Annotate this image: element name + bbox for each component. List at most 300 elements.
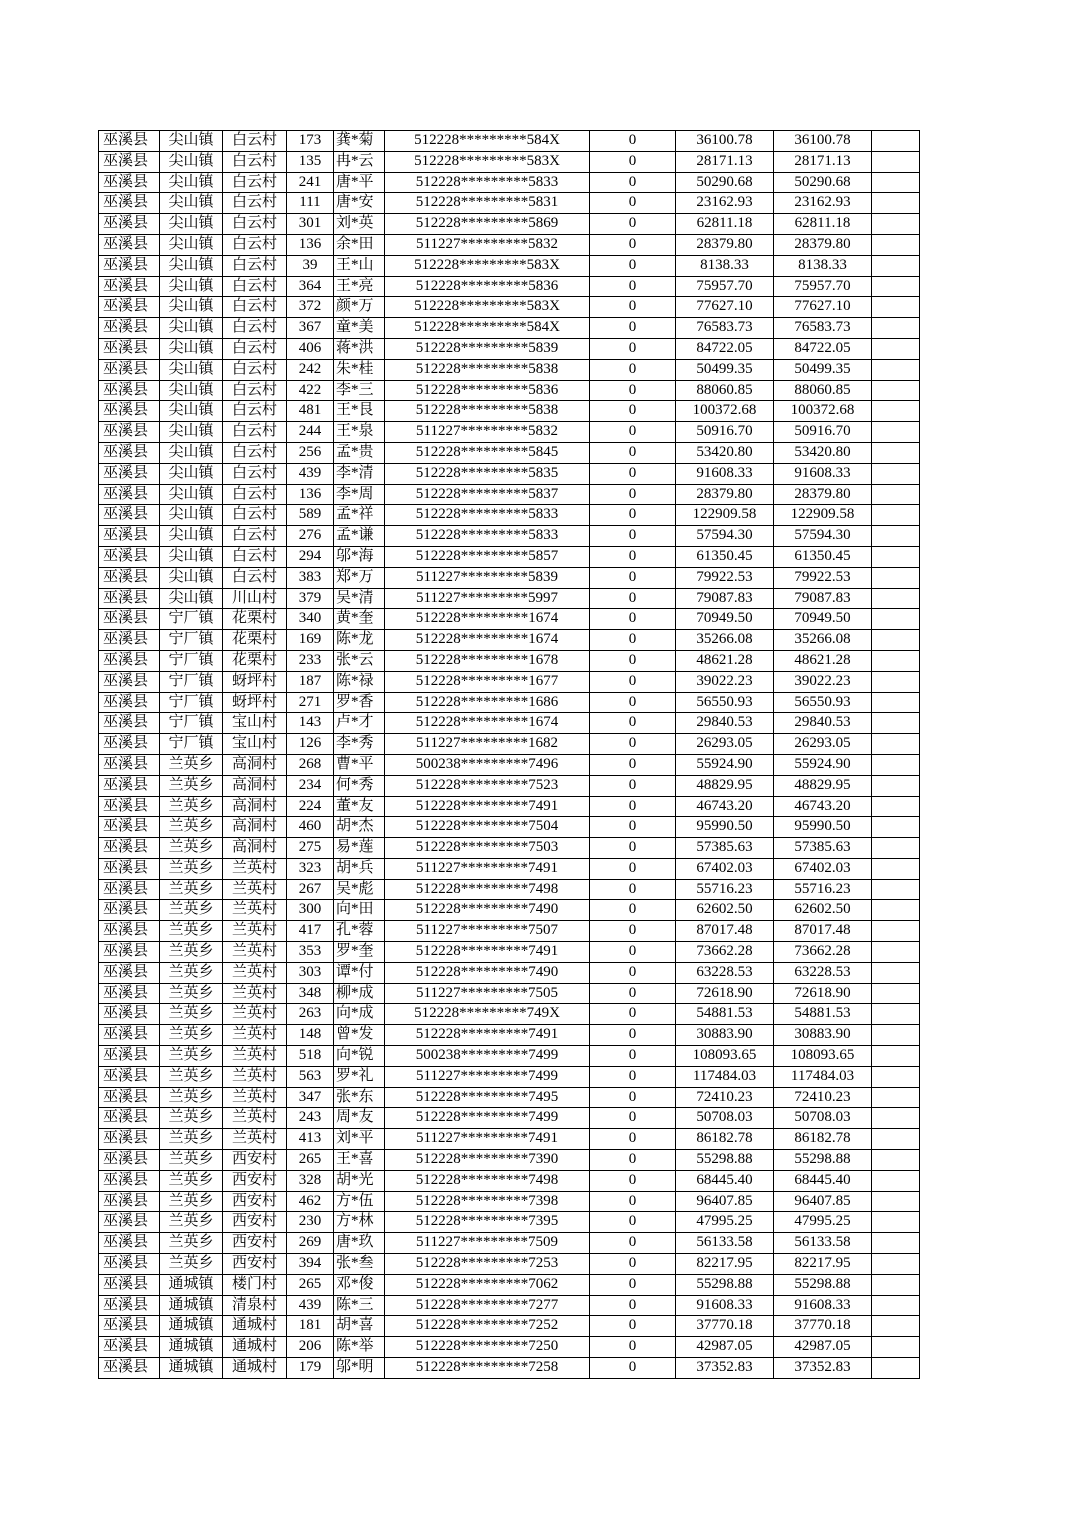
county-cell: 巫溪县 (99, 193, 160, 214)
amount-cell: 35266.08 (676, 630, 774, 651)
town-cell: 宁厂镇 (160, 734, 223, 755)
town-cell: 尖山镇 (160, 151, 223, 172)
county-cell: 巫溪县 (99, 671, 160, 692)
zero-cell: 0 (590, 1358, 676, 1379)
town-cell: 兰英乡 (160, 1191, 223, 1212)
town-cell: 尖山镇 (160, 546, 223, 567)
id-number-cell: 512228*********7398 (385, 1191, 590, 1212)
note-cell (872, 193, 920, 214)
name-cell: 王*艮 (334, 401, 385, 422)
county-cell: 巫溪县 (99, 1170, 160, 1191)
town-cell: 尖山镇 (160, 442, 223, 463)
county-cell: 巫溪县 (99, 1337, 160, 1358)
name-cell: 张*东 (334, 1087, 385, 1108)
note-cell (872, 650, 920, 671)
table-row (99, 505, 920, 526)
town-cell: 尖山镇 (160, 193, 223, 214)
town-cell: 通城镇 (160, 1295, 223, 1316)
name-cell: 冉*云 (334, 151, 385, 172)
id-number-cell: 512228*********7395 (385, 1212, 590, 1233)
count-cell: 111 (287, 193, 334, 214)
county-cell: 巫溪县 (99, 1087, 160, 1108)
county-cell: 巫溪县 (99, 255, 160, 276)
table-row (99, 962, 920, 983)
note-cell (872, 463, 920, 484)
zero-cell: 0 (590, 401, 676, 422)
table-row (99, 1212, 920, 1233)
amount-cell: 86182.78 (676, 1129, 774, 1150)
note-cell (872, 546, 920, 567)
total-cell: 77627.10 (774, 297, 872, 318)
zero-cell: 0 (590, 1004, 676, 1025)
zero-cell: 0 (590, 1087, 676, 1108)
amount-cell: 47995.25 (676, 1212, 774, 1233)
amount-cell: 50499.35 (676, 359, 774, 380)
total-cell: 39022.23 (774, 671, 872, 692)
town-cell: 宁厂镇 (160, 713, 223, 734)
name-cell: 谭*付 (334, 962, 385, 983)
table-row (99, 775, 920, 796)
zero-cell: 0 (590, 276, 676, 297)
name-cell: 王*泉 (334, 422, 385, 443)
town-cell: 兰英乡 (160, 942, 223, 963)
county-cell: 巫溪县 (99, 484, 160, 505)
amount-cell: 57385.63 (676, 838, 774, 859)
id-number-cell: 511227*********7507 (385, 921, 590, 942)
count-cell: 243 (287, 1108, 334, 1129)
table-row (99, 1046, 920, 1067)
county-cell: 巫溪县 (99, 1316, 160, 1337)
id-number-cell: 512228*********7523 (385, 775, 590, 796)
town-cell: 兰英乡 (160, 1025, 223, 1046)
county-cell: 巫溪县 (99, 630, 160, 651)
total-cell: 91608.33 (774, 1295, 872, 1316)
name-cell: 罗*奎 (334, 942, 385, 963)
county-cell: 巫溪县 (99, 1358, 160, 1379)
village-cell: 花栗村 (223, 609, 287, 630)
name-cell: 童*美 (334, 318, 385, 339)
total-cell: 55298.88 (774, 1274, 872, 1295)
amount-cell: 77627.10 (676, 297, 774, 318)
village-cell: 西安村 (223, 1254, 287, 1275)
zero-cell: 0 (590, 1025, 676, 1046)
table-row (99, 172, 920, 193)
note-cell (872, 1212, 920, 1233)
table-row (99, 484, 920, 505)
amount-cell: 37770.18 (676, 1316, 774, 1337)
village-cell: 西安村 (223, 1212, 287, 1233)
total-cell: 91608.33 (774, 463, 872, 484)
id-number-cell: 512228*********1677 (385, 671, 590, 692)
zero-cell: 0 (590, 1191, 676, 1212)
county-cell: 巫溪县 (99, 151, 160, 172)
county-cell: 巫溪县 (99, 359, 160, 380)
zero-cell: 0 (590, 1295, 676, 1316)
town-cell: 兰英乡 (160, 775, 223, 796)
amount-cell: 55298.88 (676, 1274, 774, 1295)
note-cell (872, 214, 920, 235)
village-cell: 兰英村 (223, 962, 287, 983)
table-row (99, 1191, 920, 1212)
amount-cell: 8138.33 (676, 255, 774, 276)
id-number-cell: 512228*********5857 (385, 546, 590, 567)
total-cell: 36100.78 (774, 131, 872, 152)
note-cell (872, 838, 920, 859)
count-cell: 263 (287, 1004, 334, 1025)
town-cell: 尖山镇 (160, 588, 223, 609)
note-cell (872, 921, 920, 942)
amount-cell: 50290.68 (676, 172, 774, 193)
table-row (99, 1254, 920, 1275)
count-cell: 136 (287, 234, 334, 255)
town-cell: 兰英乡 (160, 962, 223, 983)
total-cell: 86182.78 (774, 1129, 872, 1150)
county-cell: 巫溪县 (99, 900, 160, 921)
id-number-cell: 512228*********5839 (385, 338, 590, 359)
village-cell: 蚜坪村 (223, 671, 287, 692)
total-cell: 62602.50 (774, 900, 872, 921)
note-cell (872, 1295, 920, 1316)
id-number-cell: 512228*********7252 (385, 1316, 590, 1337)
county-cell: 巫溪县 (99, 297, 160, 318)
id-number-cell: 512228*********5836 (385, 276, 590, 297)
amount-cell: 48621.28 (676, 650, 774, 671)
name-cell: 余*田 (334, 234, 385, 255)
count-cell: 367 (287, 318, 334, 339)
town-cell: 兰英乡 (160, 900, 223, 921)
zero-cell: 0 (590, 1233, 676, 1254)
note-cell (872, 671, 920, 692)
amount-cell: 23162.93 (676, 193, 774, 214)
amount-cell: 76583.73 (676, 318, 774, 339)
note-cell (872, 1274, 920, 1295)
table-row (99, 879, 920, 900)
town-cell: 兰英乡 (160, 838, 223, 859)
count-cell: 173 (287, 131, 334, 152)
name-cell: 董*友 (334, 796, 385, 817)
amount-cell: 100372.68 (676, 401, 774, 422)
village-cell: 兰英村 (223, 983, 287, 1004)
zero-cell: 0 (590, 921, 676, 942)
id-number-cell: 512228*********5837 (385, 484, 590, 505)
village-cell: 宝山村 (223, 713, 287, 734)
count-cell: 413 (287, 1129, 334, 1150)
count-cell: 340 (287, 609, 334, 630)
note-cell (872, 1066, 920, 1087)
table-row (99, 983, 920, 1004)
name-cell: 颜*万 (334, 297, 385, 318)
zero-cell: 0 (590, 234, 676, 255)
zero-cell: 0 (590, 1108, 676, 1129)
count-cell: 265 (287, 1274, 334, 1295)
town-cell: 尖山镇 (160, 318, 223, 339)
table-row (99, 526, 920, 547)
table-row (99, 609, 920, 630)
county-cell: 巫溪县 (99, 609, 160, 630)
county-cell: 巫溪县 (99, 1108, 160, 1129)
total-cell: 79922.53 (774, 567, 872, 588)
county-cell: 巫溪县 (99, 276, 160, 297)
count-cell: 460 (287, 817, 334, 838)
county-cell: 巫溪县 (99, 775, 160, 796)
note-cell (872, 484, 920, 505)
name-cell: 周*友 (334, 1108, 385, 1129)
total-cell: 72410.23 (774, 1087, 872, 1108)
village-cell: 兰英村 (223, 1004, 287, 1025)
count-cell: 276 (287, 526, 334, 547)
note-cell (872, 1108, 920, 1129)
county-cell: 巫溪县 (99, 505, 160, 526)
zero-cell: 0 (590, 297, 676, 318)
town-cell: 兰英乡 (160, 1129, 223, 1150)
note-cell (872, 151, 920, 172)
id-number-cell: 512228*********583X (385, 297, 590, 318)
total-cell: 117484.03 (774, 1066, 872, 1087)
name-cell: 陈*举 (334, 1337, 385, 1358)
note-cell (872, 630, 920, 651)
note-cell (872, 526, 920, 547)
count-cell: 271 (287, 692, 334, 713)
count-cell: 518 (287, 1046, 334, 1067)
id-number-cell: 500238*********7499 (385, 1046, 590, 1067)
note-cell (872, 754, 920, 775)
town-cell: 兰英乡 (160, 1046, 223, 1067)
county-cell: 巫溪县 (99, 131, 160, 152)
count-cell: 417 (287, 921, 334, 942)
zero-cell: 0 (590, 338, 676, 359)
town-cell: 兰英乡 (160, 754, 223, 775)
zero-cell: 0 (590, 962, 676, 983)
count-cell: 136 (287, 484, 334, 505)
total-cell: 47995.25 (774, 1212, 872, 1233)
town-cell: 尖山镇 (160, 255, 223, 276)
total-cell: 50499.35 (774, 359, 872, 380)
village-cell: 兰英村 (223, 1066, 287, 1087)
town-cell: 兰英乡 (160, 817, 223, 838)
count-cell: 233 (287, 650, 334, 671)
county-cell: 巫溪县 (99, 567, 160, 588)
town-cell: 兰英乡 (160, 1150, 223, 1171)
county-cell: 巫溪县 (99, 1025, 160, 1046)
id-number-cell: 511227*********7509 (385, 1233, 590, 1254)
total-cell: 63228.53 (774, 962, 872, 983)
town-cell: 尖山镇 (160, 484, 223, 505)
note-cell (872, 442, 920, 463)
table-row (99, 921, 920, 942)
table-row (99, 713, 920, 734)
county-cell: 巫溪县 (99, 692, 160, 713)
county-cell: 巫溪县 (99, 1295, 160, 1316)
zero-cell: 0 (590, 318, 676, 339)
county-cell: 巫溪县 (99, 1233, 160, 1254)
amount-cell: 55298.88 (676, 1150, 774, 1171)
note-cell (872, 567, 920, 588)
count-cell: 242 (287, 359, 334, 380)
table-row (99, 338, 920, 359)
amount-cell: 42987.05 (676, 1337, 774, 1358)
town-cell: 尖山镇 (160, 380, 223, 401)
total-cell: 79087.83 (774, 588, 872, 609)
name-cell: 易*莲 (334, 838, 385, 859)
name-cell: 刘*平 (334, 1129, 385, 1150)
zero-cell: 0 (590, 858, 676, 879)
note-cell (872, 1046, 920, 1067)
name-cell: 李*三 (334, 380, 385, 401)
id-number-cell: 512228*********749X (385, 1004, 590, 1025)
total-cell: 26293.05 (774, 734, 872, 755)
id-number-cell: 512228*********7499 (385, 1108, 590, 1129)
count-cell: 268 (287, 754, 334, 775)
table-row (99, 754, 920, 775)
amount-cell: 61350.45 (676, 546, 774, 567)
village-cell: 白云村 (223, 297, 287, 318)
total-cell: 57385.63 (774, 838, 872, 859)
village-cell: 宝山村 (223, 734, 287, 755)
zero-cell: 0 (590, 442, 676, 463)
zero-cell: 0 (590, 172, 676, 193)
table-row (99, 1150, 920, 1171)
amount-cell: 82217.95 (676, 1254, 774, 1275)
zero-cell: 0 (590, 422, 676, 443)
zero-cell: 0 (590, 526, 676, 547)
count-cell: 135 (287, 151, 334, 172)
table-row (99, 1129, 920, 1150)
total-cell: 23162.93 (774, 193, 872, 214)
zero-cell: 0 (590, 609, 676, 630)
town-cell: 尖山镇 (160, 422, 223, 443)
total-cell: 53420.80 (774, 442, 872, 463)
town-cell: 兰英乡 (160, 879, 223, 900)
total-cell: 100372.68 (774, 401, 872, 422)
total-cell: 84722.05 (774, 338, 872, 359)
village-cell: 兰英村 (223, 921, 287, 942)
id-number-cell: 512228*********7277 (385, 1295, 590, 1316)
table-row (99, 650, 920, 671)
village-cell: 白云村 (223, 567, 287, 588)
county-cell: 巫溪县 (99, 1274, 160, 1295)
note-cell (872, 380, 920, 401)
village-cell: 白云村 (223, 193, 287, 214)
county-cell: 巫溪县 (99, 796, 160, 817)
name-cell: 李*秀 (334, 734, 385, 755)
table-row (99, 546, 920, 567)
total-cell: 48621.28 (774, 650, 872, 671)
count-cell: 206 (287, 1337, 334, 1358)
amount-cell: 79087.83 (676, 588, 774, 609)
note-cell (872, 338, 920, 359)
table-row (99, 1087, 920, 1108)
village-cell: 清泉村 (223, 1295, 287, 1316)
zero-cell: 0 (590, 942, 676, 963)
count-cell: 481 (287, 401, 334, 422)
amount-cell: 28379.80 (676, 484, 774, 505)
count-cell: 394 (287, 1254, 334, 1275)
id-number-cell: 512228*********5838 (385, 401, 590, 422)
count-cell: 148 (287, 1025, 334, 1046)
zero-cell: 0 (590, 1337, 676, 1358)
town-cell: 兰英乡 (160, 1170, 223, 1191)
county-cell: 巫溪县 (99, 463, 160, 484)
village-cell: 白云村 (223, 442, 287, 463)
count-cell: 230 (287, 1212, 334, 1233)
table-row (99, 838, 920, 859)
county-cell: 巫溪县 (99, 838, 160, 859)
id-number-cell: 511227*********7491 (385, 858, 590, 879)
county-cell: 巫溪县 (99, 442, 160, 463)
note-cell (872, 1254, 920, 1275)
zero-cell: 0 (590, 214, 676, 235)
note-cell (872, 1129, 920, 1150)
amount-cell: 46743.20 (676, 796, 774, 817)
village-cell: 兰英村 (223, 942, 287, 963)
town-cell: 尖山镇 (160, 297, 223, 318)
amount-cell: 53420.80 (676, 442, 774, 463)
amount-cell: 54881.53 (676, 1004, 774, 1025)
zero-cell: 0 (590, 1212, 676, 1233)
note-cell (872, 775, 920, 796)
id-number-cell: 512228*********7253 (385, 1254, 590, 1275)
count-cell: 462 (287, 1191, 334, 1212)
amount-cell: 62811.18 (676, 214, 774, 235)
total-cell: 67402.03 (774, 858, 872, 879)
amount-cell: 108093.65 (676, 1046, 774, 1067)
name-cell: 向*田 (334, 900, 385, 921)
id-number-cell: 512228*********7490 (385, 962, 590, 983)
note-cell (872, 1337, 920, 1358)
count-cell: 126 (287, 734, 334, 755)
note-cell (872, 1025, 920, 1046)
name-cell: 郑*万 (334, 567, 385, 588)
count-cell: 294 (287, 546, 334, 567)
town-cell: 尖山镇 (160, 567, 223, 588)
town-cell: 尖山镇 (160, 172, 223, 193)
count-cell: 143 (287, 713, 334, 734)
village-cell: 白云村 (223, 401, 287, 422)
table-row (99, 858, 920, 879)
table-row (99, 1358, 920, 1379)
amount-cell: 55716.23 (676, 879, 774, 900)
total-cell: 30883.90 (774, 1025, 872, 1046)
village-cell: 白云村 (223, 151, 287, 172)
total-cell: 108093.65 (774, 1046, 872, 1067)
name-cell: 柳*成 (334, 983, 385, 1004)
table-row (99, 1295, 920, 1316)
zero-cell: 0 (590, 1254, 676, 1275)
count-cell: 241 (287, 172, 334, 193)
zero-cell: 0 (590, 505, 676, 526)
id-number-cell: 511227*********5832 (385, 234, 590, 255)
table-row (99, 1316, 920, 1337)
amount-cell: 91608.33 (676, 463, 774, 484)
name-cell: 龚*菊 (334, 131, 385, 152)
name-cell: 唐*安 (334, 193, 385, 214)
county-cell: 巫溪县 (99, 1066, 160, 1087)
total-cell: 37770.18 (774, 1316, 872, 1337)
total-cell: 68445.40 (774, 1170, 872, 1191)
note-cell (872, 359, 920, 380)
town-cell: 兰英乡 (160, 921, 223, 942)
name-cell: 胡*兵 (334, 858, 385, 879)
town-cell: 兰英乡 (160, 858, 223, 879)
table-row (99, 817, 920, 838)
table-row (99, 1004, 920, 1025)
amount-cell: 88060.85 (676, 380, 774, 401)
name-cell: 邓*俊 (334, 1274, 385, 1295)
note-cell (872, 796, 920, 817)
count-cell: 439 (287, 1295, 334, 1316)
name-cell: 罗*礼 (334, 1066, 385, 1087)
village-cell: 通城村 (223, 1316, 287, 1337)
